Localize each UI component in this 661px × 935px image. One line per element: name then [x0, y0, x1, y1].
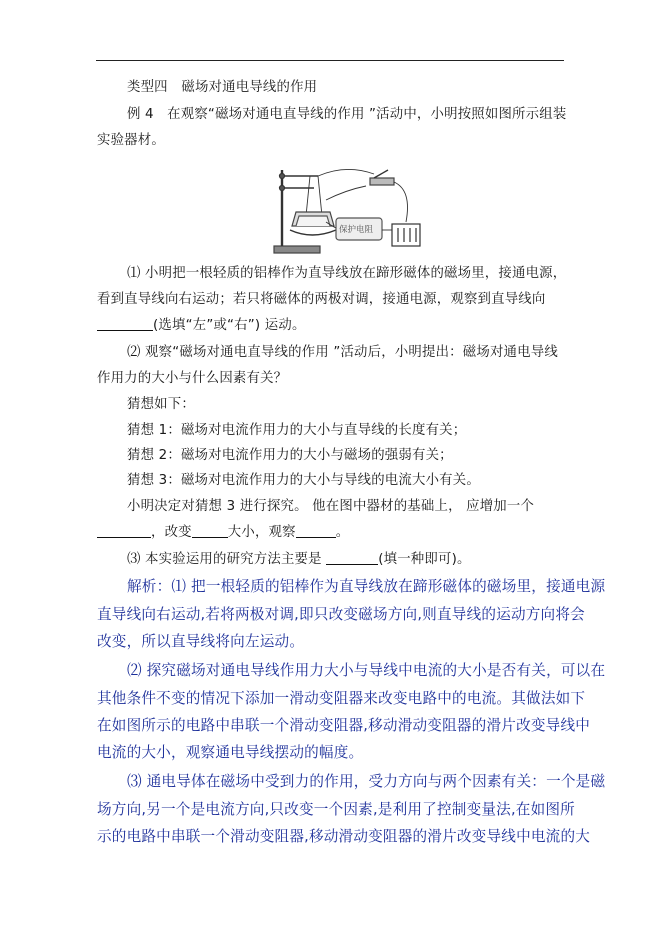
answer-p3-l3: 示的电路中串联一个滑动变阻器,移动滑动变阻器的滑片改变导线中电流的大 [97, 828, 591, 845]
answer-label: 解析： [127, 578, 172, 595]
example-label: 例 4 [127, 107, 154, 122]
guess-3: 猜想 3：磁场对电流作用力的大小与导线的电流大小有关。 [127, 473, 480, 488]
header-rule [96, 60, 564, 61]
q1-line-3-text: (选填“左”或“右”) 运动。 [153, 318, 306, 333]
example-text-1: 在观察“磁场对通电直导线的作用 ”活动中，小明按照如图所示组装 [167, 107, 567, 122]
answer-p1-l2: 直导线向右运动,若将两极对调,即只改变磁场方向,则直导线的运动方向将会 [97, 606, 585, 623]
q2-line-2: 作用力的大小与什么因素有关？ [97, 371, 288, 386]
guess-1: 猜想 1：磁场对电流作用力的大小与直导线的长度有关； [127, 423, 467, 438]
example-line-2: 实验器材。 [97, 133, 165, 148]
resistor-label: 保护电阻 [339, 225, 374, 235]
switch [370, 178, 394, 185]
answer-p3-l1: ⑶ 通电导体在磁场中受到力的作用，受力方向与两个因素有关：一个是磁 [127, 773, 606, 790]
apparatus-figure [266, 160, 426, 256]
q2-tail-a: ，改变 [151, 525, 192, 540]
answer-p3-l2: 场方向,另一个是电流方向,只改变一个因素,是利用了控制变量法,在如图所 [97, 801, 575, 818]
answer-p2-l1: ⑵ 探究磁场对通电导线作用力大小与导线中电流的大小是否有关，可以在 [127, 662, 606, 679]
q3-blank[interactable] [326, 551, 378, 565]
q2-blank-1[interactable] [97, 524, 151, 538]
answer-line-1 [127, 577, 605, 597]
q2-blanks-line [97, 524, 349, 542]
q2-blank-2[interactable] [192, 524, 228, 538]
q3-line [127, 551, 471, 569]
q2-tail-b: 大小，观察 [227, 525, 296, 540]
guess-2: 猜想 2：磁场对电流作用力的大小与磁场的强弱有关； [127, 448, 453, 463]
answer-p2-l3: 在如图所示的电路中串联一个滑动变阻器,移动滑动变阻器的滑片改变导线中 [97, 717, 591, 734]
q2-tail-c: 。 [335, 525, 350, 540]
example-line-1 [127, 106, 566, 124]
stand-base [274, 246, 320, 253]
q2-line-1: ⑵ 观察“磁场对通电直导线的作用 ”活动后，小明提出：磁场对通电导线 [127, 345, 558, 360]
answer-p2-l2: 其他条件不变的情况下添加一滑动变阻器来改变电路中的电流。其做法如下 [97, 690, 586, 707]
section-heading: 类型四 磁场对通电导线的作用 [127, 80, 318, 95]
q1-blank[interactable] [97, 317, 153, 331]
answer-p1-l3: 改变，所以直导线将向左运动。 [97, 633, 305, 650]
q1-line-1: ⑴ 小明把一根轻质的铝棒作为直导线放在蹄形磁体的磁场里，接通电源， [127, 266, 567, 281]
answer-p2-l4: 电流的大小，观察通电导线摆动的幅度。 [97, 744, 364, 761]
q2-decide: 小明决定对猜想 3 进行探究。 他在图中器材的基础上， 应增加一个 [127, 499, 535, 514]
q1-line-2: 看到直导线向右运动；若只将磁体的两极对调，接通电源，观察到直导线向 [97, 292, 546, 307]
answer-p1-l1: ⑴ 把一根轻质的铝棒作为直导线放在蹄形磁体的磁场里，接通电源 [171, 578, 606, 595]
q2-blank-3[interactable] [296, 524, 336, 538]
guess-intro: 猜想如下： [127, 397, 195, 412]
q1-line-3 [97, 317, 306, 335]
q3-after: (填一种即可)。 [378, 552, 471, 567]
q3-before: ⑶ 本实验运用的研究方法主要是 [127, 552, 322, 567]
